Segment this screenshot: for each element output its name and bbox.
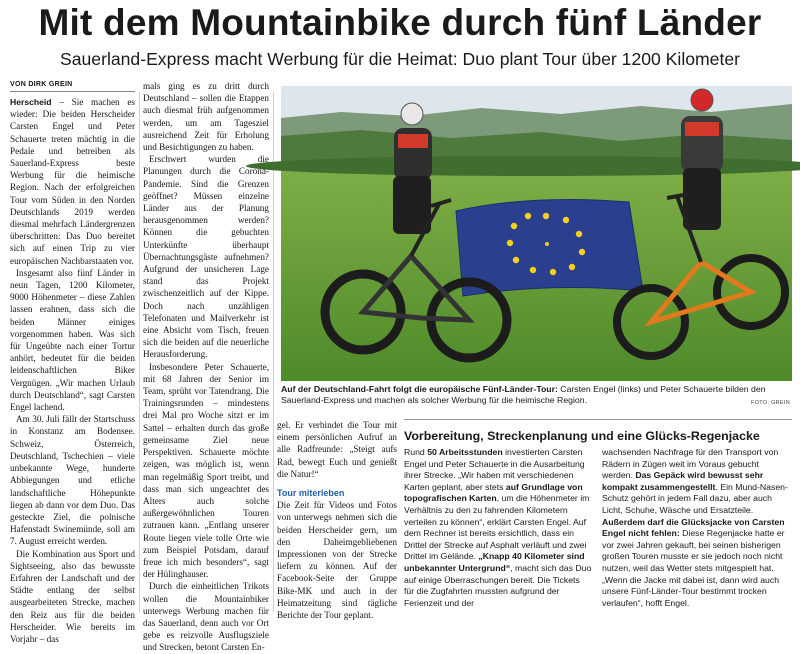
sidebar-column-2: wachsenden Nachfrage für den Transport von Rädern in Zügen weit im Voraus gebucht werden. Das Gepäck wird bewusst sehr kompakt zusammengestellt. Ein Mund-Nasen-Schutz gehört in jedem Fall dazu, aber auch Licht, Schuhe, Wäsche und Ersatzteile. Außerdem darf die Glücksjacke von Carsten Engel nicht fehlen: Diese Regenjacke hatte er vor zwei Jahren gekauft, bei seinen bisherigen großen Touren musste er sie jedoch noch nicht nutzen, weil das Wetter stets mitgespielt hat. „Wenn die Jacke mit dabei ist, dann wird auch unsere Fünf-Länder-Tour bestimmt trocken verlaufen“, hofft Engel. <box>602 447 788 608</box>
article-column-3 <box>277 419 397 621</box>
dateline: Herscheid <box>10 97 52 107</box>
section-subheading: Tour miterleben <box>277 488 345 499</box>
paragraph: Die Kombination aus Sport und Sightseeing, also das bewusste Erfahren der Landschaft und der Städte entlang der selbst ausgearbeiteten Strecke, machen den Reiz aus für die beiden Herscheider. Wie bereits im Vorjahr – das <box>10 548 135 644</box>
sidebar-column-1: Rund 50 Arbeitsstunden investierten Carsten Engel und Peter Schauerte in die Ausarbeitung ihrer Strecke. „Wir haben mit verschiedenen Karten geplant, aber stets auf Grundlage von topografischen Karten, um die Höhenmeter im Verhältnis zu den zu fahrenden Kilometern verteilen zu können“, erklärt Carsten Engel. Auf dem Rechner ist bereits ersichtlich, dass ein Drittel der Strecke auf Asphalt verläuft und zwei Drittel im Gelände. „Knapp 40 Kilometer sind unbekannter Untergrund“, macht sich das Duo auf einige Überraschungen bereit. Die Tickets für die Zugfahrten mussten aufgrund der Ferienzeit und der <box>404 447 592 608</box>
byline-rule <box>10 91 135 92</box>
byline: VON DIRK GREIN <box>10 81 73 88</box>
paragraph: mals ging es zu dritt durch Deutschland – sollen die Etappen auch diesmal früh aufgenommen werden, um am Tagesziel ausreichend Zeit für Erholung und Besichtigungen zu haben. <box>143 81 269 153</box>
subheadline: Sauerland-Express macht Werbung für die Heimat: Duo plant Tour über 1200 Kilometer <box>60 49 740 69</box>
paragraph: Erschwert wurden die Planungen durch die Corona-Pandemie. Sind die Grenzen geöffnet? Müssen einzelne Länder aus der Planung herausgenommen werden? Können die gebuchten Unterkünfte überhaupt Übernachtungsgäste aufnehmen? Aufgrund der unsicheren Lage stand das Projekt zwischenzeitlich auf der Kippe. Doch nach unzähligen Telefonaten und Mailverkehr ist eine Absicht vom Tisch, freuen sich die beiden auf die neuerliche Herausforderung. <box>143 154 269 360</box>
paragraph: Durch die einheitlichen Trikots wollen die Mountainbiker unterwegs Werbung machen für das Sauerland, denn auch vor Ort gebe es reizvolle Ausflugsziele und Strecken, betont Carsten En- <box>143 581 269 653</box>
sidebar-rule <box>404 419 792 420</box>
article-column-1 <box>10 96 135 645</box>
paragraph: Herscheid – Sie machen es wieder: Die beiden Herscheider Carsten Engel und Peter Schauerte treten mächtig in die Pedale und betreiben als Sauerland-Express beste Werbung für die heimische Region. Nach der erfolgreichen Tour vom Süden in den Norden Deutschlands 2019 werden diesmal mehrfach Ländergrenzen überschritten: Das Duo bereitet sich auf einen Trip zu vier europäischen Nachbarstaaten vor. <box>10 97 135 266</box>
paragraph: Insbesondere Peter Schauerte, mit 68 Jahren der Senior im Team, sprüht vor Tatendrang. Die Trainingsrunden – mindestens drei Mal pro Woche sitzt er im Sattel – erhalten durch das große gemeinsame Ziel neue Perspektiven. Schauerte möchte zeigen, was möglich ist, wenn man regelmäßig Sport treibt, und dass man sich ungeachtet des Alters auch solche außergewöhnlichen Touren zutrauen kann. „Entlang unserer Route liegen viele tolle Orte wie zum Beispiel Potsdam, darauf freue ich mich besonders“, sagt der Hülinghauser. <box>143 361 269 580</box>
photo-credit: FOTO: GREIN <box>751 400 790 406</box>
sidebar-title: Vorbereitung, Streckenplanung und eine Glücks-Regenjacke <box>404 429 760 443</box>
paragraph: Die Zeit für Videos und Fotos von unterwegs nehmen sich die beiden Herscheider gern, um den Daheimgebliebenen Impressionen von der Strecke liefern zu können. Auf der Facebook-Seite der Gruppe Bike-MK und auch in der Heimatzeitung sind tägliche Berichte der Tour geplant. <box>277 500 397 621</box>
paragraph: Am 30. Juli fällt der Startschuss in Konstanz am Bodensee. Schweiz, Österreich, Deutschland, Tschechien – viele unbekannte Wege, hunderte Abbiegungen und etliche landschaftliche Höhepunkte liegen ab dann vor dem Duo. Das gesteckte Ziel, die polnische Hafenstadt Swinemünde, soll am 7. August erreicht werden. <box>10 414 135 547</box>
paragraph: gel. Er verbindet die Tour mit einem persönlichen Aufruf an alle Radfreunde: „Steigt aufs Rad, bewegt Euch und genießt die Natur!“ <box>277 420 397 479</box>
column-divider <box>139 92 140 612</box>
photo-caption: Auf der Deutschland-Fahrt folgt die europäische Fünf-Länder-Tour: Carsten Engel (links) und Peter Schauerte bilden den Sauerland-Express und machen als solcher Werbung für die heimische Region. <box>281 384 766 405</box>
cyclists-photo <box>281 86 792 381</box>
paragraph: Insgesamt also fünf Länder in neun Tagen, 1200 Kilometer, 9000 Höhenmeter – diese Zahlen lassen erahnen, dass sich die beiden Männer einiges vorgenommen haben. Was sich für Ungeübte nach einer Tortur anhört, bedeutet für die beiden leidenschaftlichen Biker Vergnügen. „Wir machen Urlaub durch Deutschland“, sagt Carsten Engel lachend. <box>10 267 135 413</box>
headline: Mit dem Mountainbike durch fünf Länder <box>38 2 762 43</box>
